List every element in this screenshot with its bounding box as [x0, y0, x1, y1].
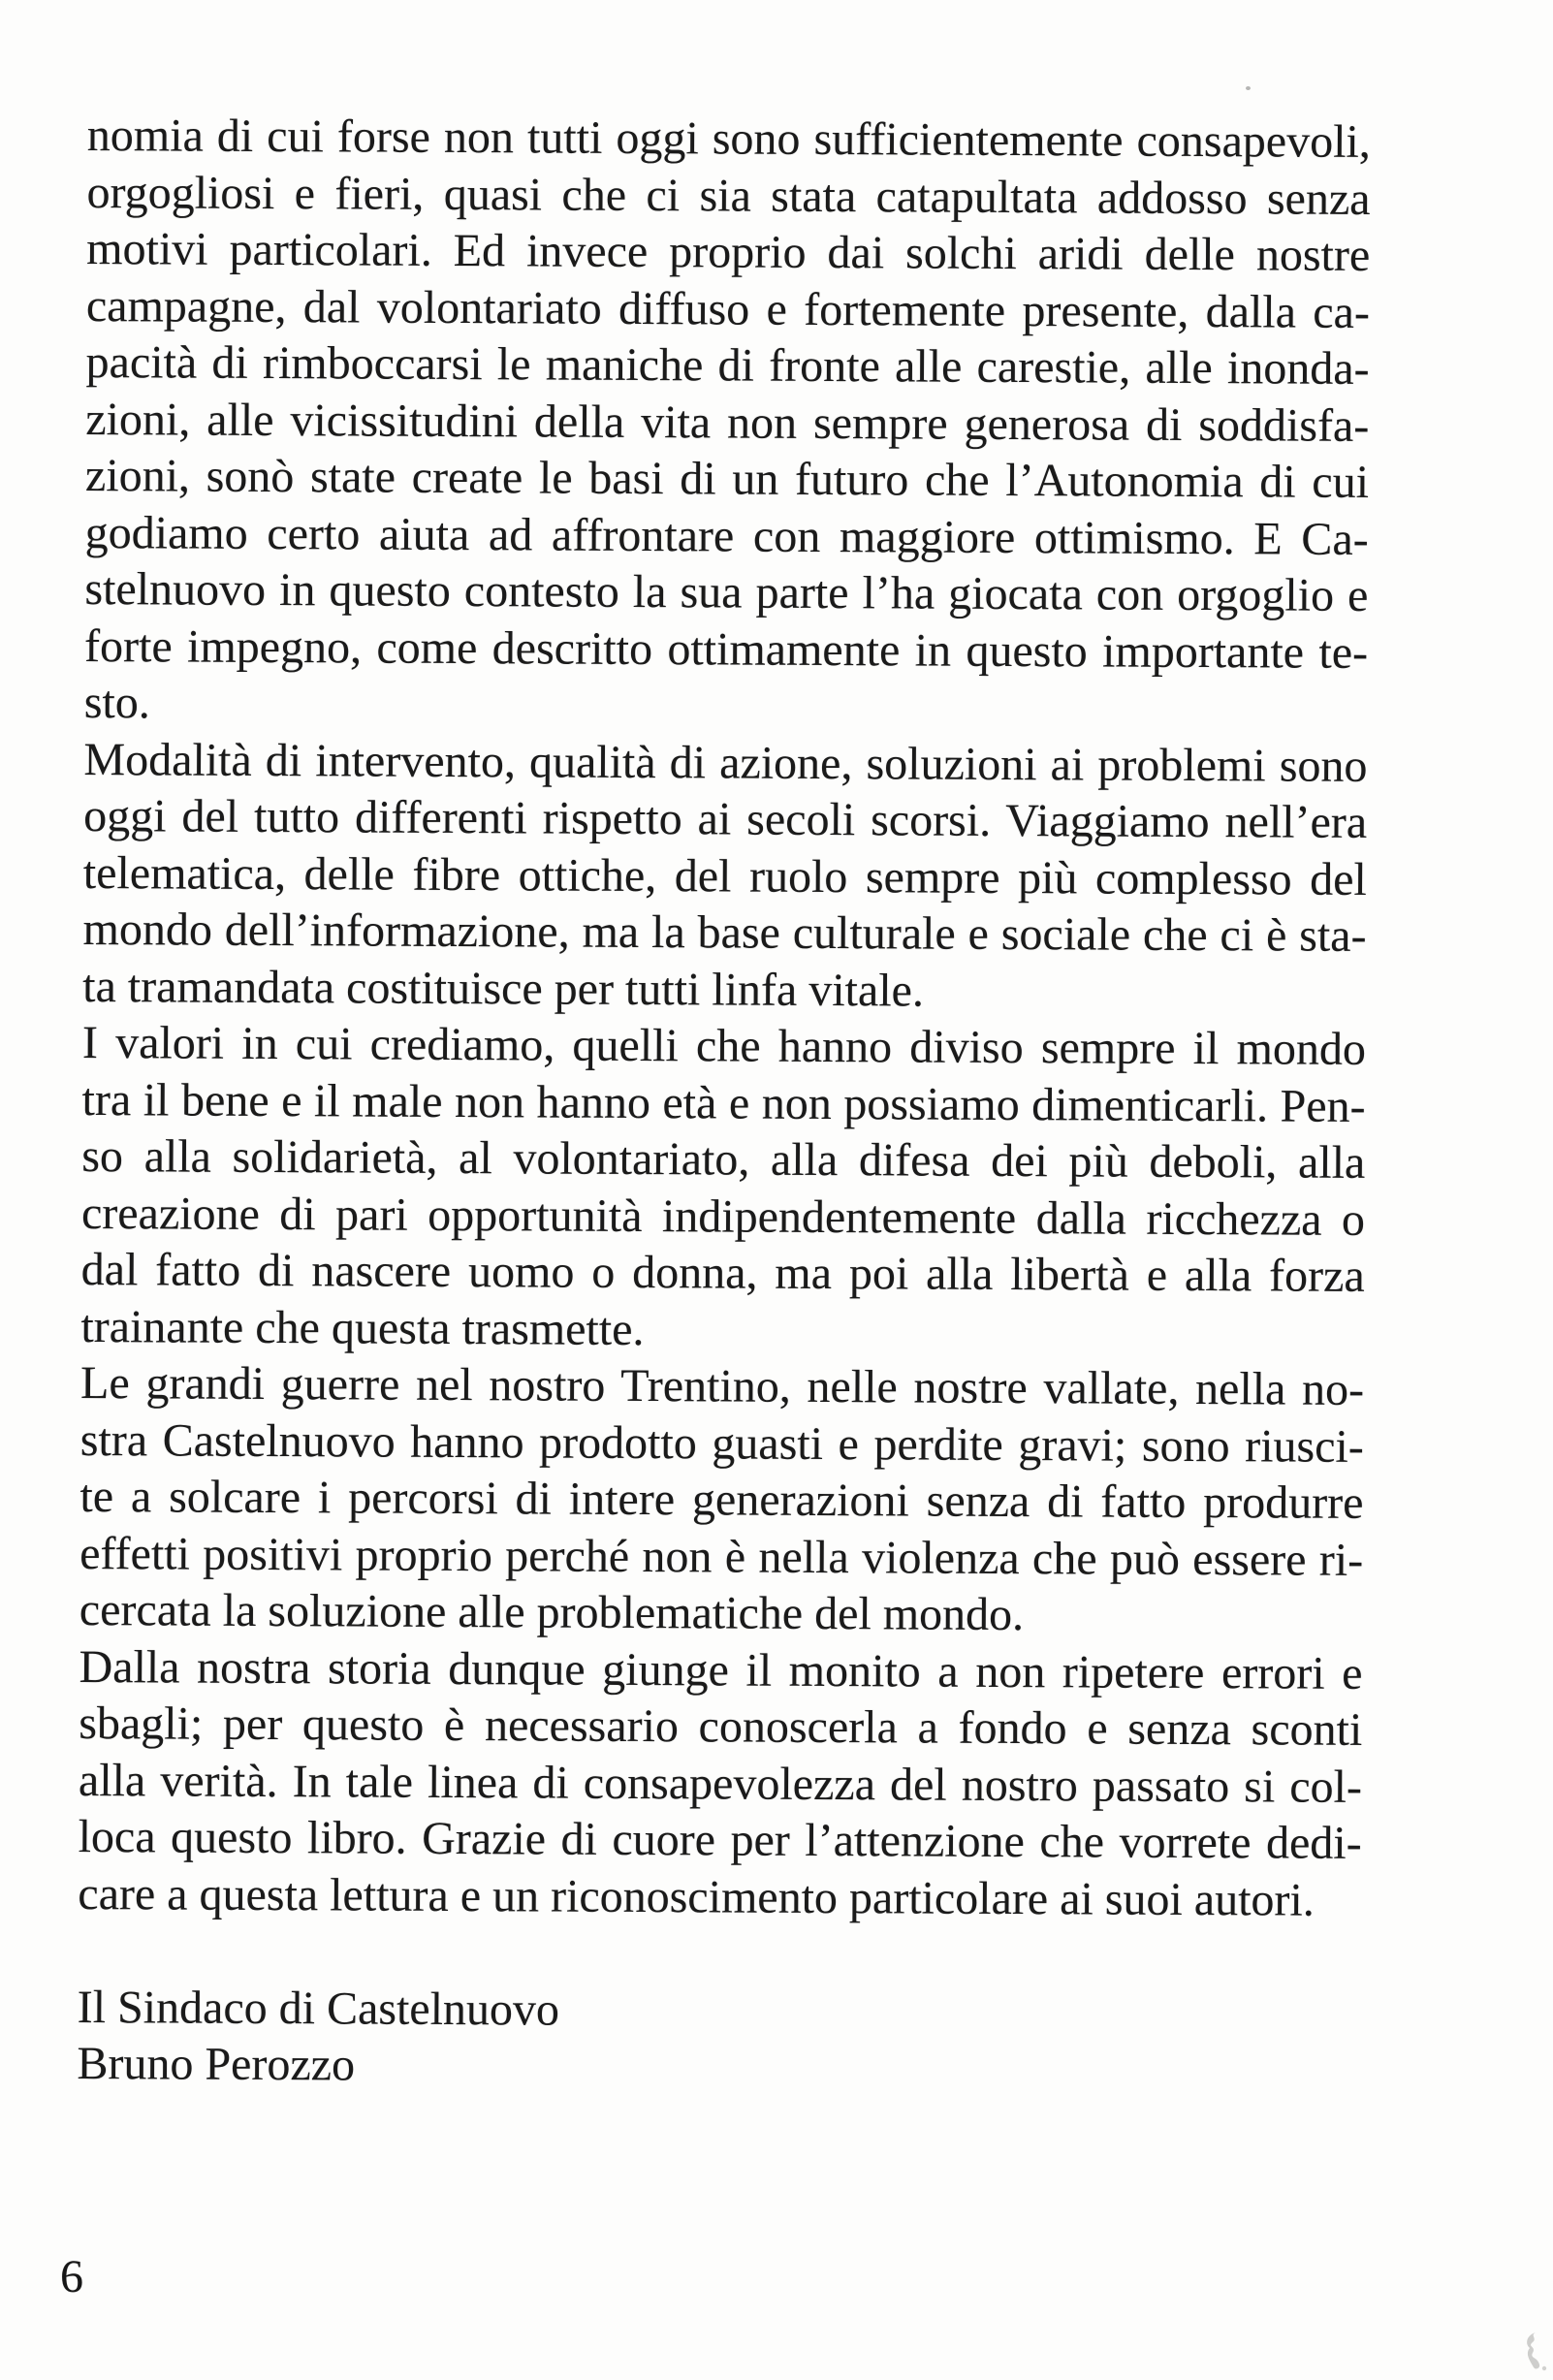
- signature-role: Il Sindaco di Castelnuovo: [77, 1981, 560, 2036]
- text-line: tra il bene e il male non hanno età e non possiamo dimenticarli. Pen-: [81, 1073, 1366, 1132]
- text-line: effetti positivi proprio perché non è nella violenza che può essere ri-: [79, 1527, 1364, 1586]
- text-line: Le grandi guerre nel nostro Trentino, nelle nostre vallate, nella no-: [79, 1356, 1365, 1415]
- text-line: I valori in cui crediamo, quelli che hanno diviso sempre il mondo: [81, 1016, 1367, 1075]
- text-line: godiamo certo aiuta ad affrontare con maggiore ottimismo. E Ca-: [84, 506, 1369, 565]
- text-line: alla verità. In tale linea di consapevolezza del nostro passato si col-: [78, 1754, 1363, 1813]
- text-line: creazione di pari opportunità indipendentemente dalla ricchezza o: [80, 1187, 1366, 1246]
- text-line: motivi particolari. Ed invece proprio dai solchi aridi delle nostre: [86, 222, 1371, 281]
- text-line: zioni, alle vicissitudini della vita non sempre generosa di soddisfa-: [85, 393, 1370, 452]
- text-block: [77, 108, 1371, 2099]
- text-line: Dalla nostra storia dunque giunge il monito a non ripetere errori e: [79, 1640, 1363, 1699]
- scan-smudge-icon: [1520, 2331, 1549, 2371]
- text-line: Modalità di intervento, qualità di azione, soluzioni ai problemi sono: [83, 733, 1368, 792]
- text-line: nomia di cui forse non tutti oggi sono sufficientemente consapevoli,: [86, 109, 1371, 168]
- text-line: ta tramandata costituisce per tutti linfa vitale.: [82, 960, 925, 1017]
- text-line: loca questo libro. Grazie di cuore per l’attenzione che vorrete dedi-: [78, 1810, 1362, 1869]
- signature-name: Bruno Perozzo: [77, 2037, 356, 2091]
- text-line: orgogliosi e fieri, quasi che ci sia stata catapultata addosso senza: [86, 166, 1371, 225]
- text-line: care a questa lettura e un riconoscimento particolare ai suoi autori.: [78, 1867, 1315, 1926]
- text-line: sbagli; per questo è necessario conoscerla a fondo e senza sconti: [79, 1697, 1363, 1756]
- text-line: sto.: [83, 676, 150, 729]
- text-line: cercata la soluzione alle problematiche del mondo.: [79, 1583, 1025, 1641]
- text-line: pacità di rimboccarsi le maniche di fronte alle carestie, alle inonda-: [85, 335, 1370, 395]
- text-line: telematica, delle fibre ottiche, del ruolo sempre più complesso del: [82, 846, 1367, 905]
- signature-block: [77, 1979, 1361, 2099]
- scan-speck: [1246, 86, 1251, 90]
- text-line: oggi del tutto differenti rispetto ai secoli scorsi. Viaggiamo nell’era: [83, 789, 1368, 848]
- page-number: 6: [60, 2251, 83, 2302]
- text-line: te a solcare i percorsi di intere generazioni senza di fatto produrre: [79, 1470, 1364, 1529]
- text-line: trainante che questa trasmette.: [80, 1300, 645, 1355]
- text-line: stelnuovo in questo contesto la sua parte l’ha giocata con orgoglio e: [84, 562, 1369, 621]
- body-text: [78, 108, 1371, 1929]
- text-line: so alla solidarietà, al volontariato, alla difesa dei più deboli, alla: [81, 1129, 1366, 1189]
- text-line: mondo dell’informazione, ma la base culturale e sociale che ci è sta-: [82, 903, 1367, 962]
- text-line: stra Castelnuovo hanno prodotto guasti e perdite gravi; sono riusci-: [79, 1413, 1364, 1473]
- text-line: dal fatto di nascere uomo o donna, ma poi alla libertà e alla forza: [80, 1243, 1365, 1302]
- text-line: zioni, sonò state create le basi di un futuro che l’Autonomia di cui: [84, 449, 1370, 508]
- text-line: forte impegno, come descritto ottimamente in questo importante te-: [83, 619, 1369, 679]
- text-line: campagne, dal volontariato diffuso e fortemente presente, dalla ca-: [85, 279, 1371, 338]
